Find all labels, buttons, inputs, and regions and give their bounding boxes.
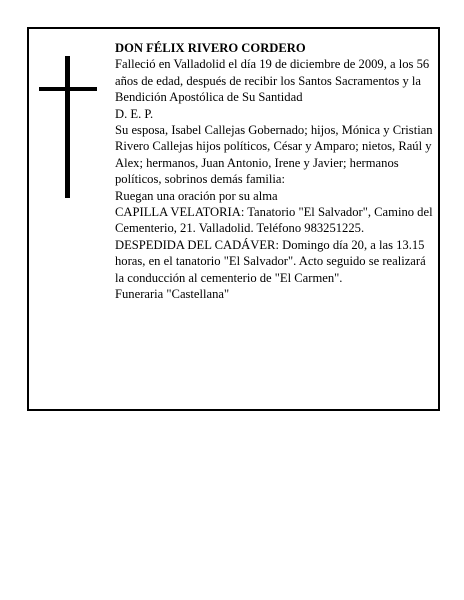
- obituary-text: [115, 40, 435, 303]
- cross-icon: [39, 56, 97, 198]
- wake-chapel-info: CAPILLA VELATORIA: Tanatorio "El Salvador", Camino del Cementerio, 21. Valladolid. Teléfono 983251225.: [115, 205, 433, 236]
- farewell-info: DESPEDIDA DEL CADÁVER: Domingo día 20, a las 13.15 horas, en el tanatorio "El Salvador". Acto seguido se realizará la conducción al cementerio de "El Carmen".: [115, 237, 426, 285]
- cross-vertical-bar: [65, 56, 70, 198]
- prayer-request: Ruegan una oración por su alma: [115, 188, 278, 203]
- cross-horizontal-bar: [39, 87, 97, 91]
- death-details: Falleció en Valladolid el día 19 de diciembre de 2009, a los 56 años de edad, después de recibir los Santos Sacramentos y la Bendición Apostólica de Su Santidad: [115, 57, 430, 105]
- rest-in-peace: D. E. P.: [115, 106, 154, 121]
- obituary-notice: [27, 27, 440, 411]
- deceased-name: DON FÉLIX RIVERO CORDERO: [115, 41, 306, 55]
- funeral-home: Funeraria "Castellana": [115, 287, 230, 302]
- family-list: Su esposa, Isabel Callejas Gobernado; hijos, Mónica y Cristian Rivero Callejas hijos políticos, César y Amparo; nietos, Raúl y Alex; hermanos, Juan Antonio, Irene y Javier; hermanos políticos, sobrinos demás familia:: [115, 123, 433, 187]
